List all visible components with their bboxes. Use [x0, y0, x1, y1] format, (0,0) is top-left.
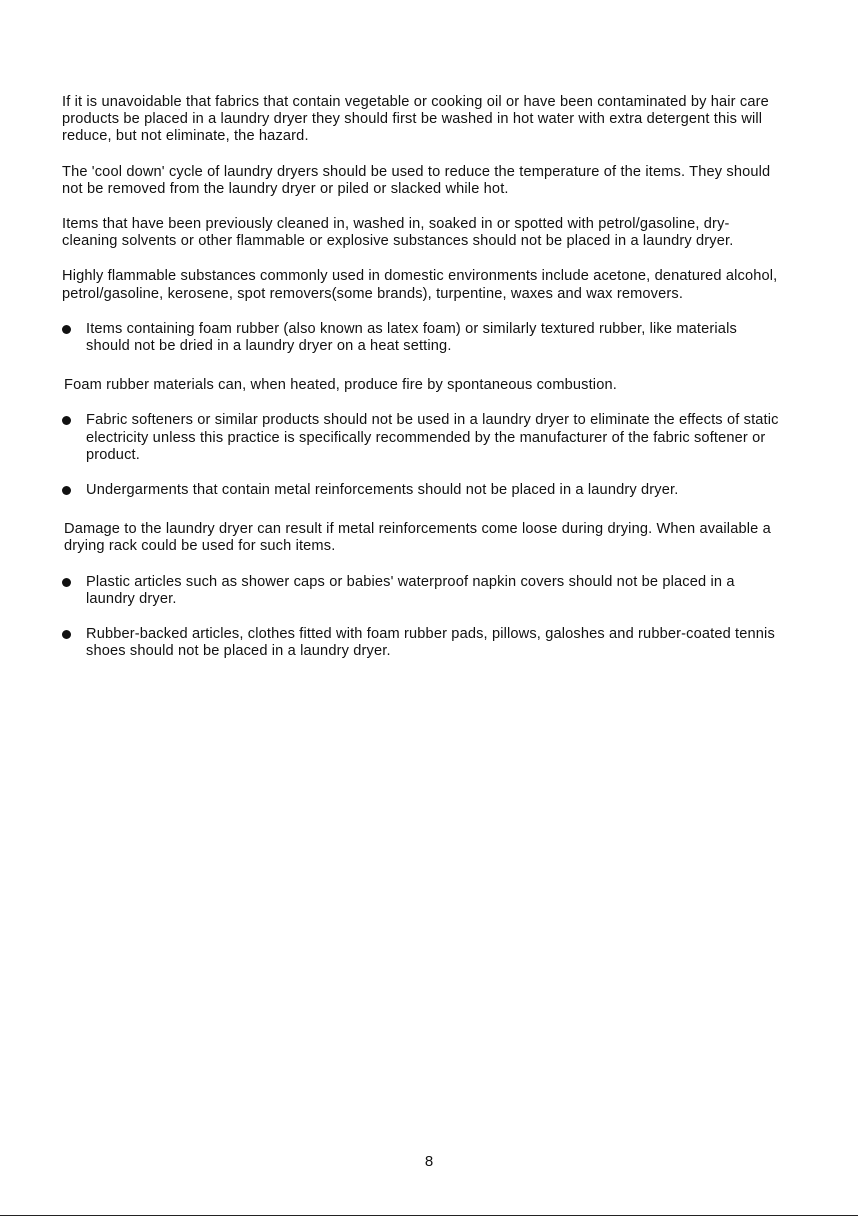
- bullet-dot-icon: [62, 578, 71, 587]
- bullet-dot-icon: [62, 325, 71, 334]
- bottom-divider: [0, 1215, 858, 1216]
- page-content: [62, 94, 784, 678]
- bullet-foam-rubber: [62, 321, 784, 355]
- bullet-undergarments: [62, 482, 784, 499]
- bullet-dot-icon: [62, 630, 71, 639]
- bullet-rubber-backed-articles: [62, 626, 784, 660]
- paragraph-fabric-oil-warning: If it is unavoidable that fabrics that contain vegetable or cooking oil or have been contaminated by hair care products be placed in a laundry dryer they should first be washed in hot water with extra detergent this will reduce, but not eliminate, the hazard.: [62, 94, 769, 145]
- paragraph-flammable-substances: Highly flammable substances commonly used in domestic environments include acetone, denatured alcohol, petrol/gasoline, kerosene, spot removers(some brands), turpentine, waxes and wax removers.: [62, 268, 778, 302]
- paragraph-flammable-items: Items that have been previously cleaned in, washed in, soaked in or spotted with petrol/gasoline, dry-cleaning solvents or other flammable or explosive substances should not be placed in a laundry dryer.: [62, 216, 734, 250]
- bullet-fabric-softeners: [62, 412, 784, 464]
- bullet-foam-rubber-text: Items containing foam rubber (also known as latex foam) or similarly textured rubber, like materials should not be dried in a laundry dryer on a heat setting.: [86, 320, 737, 355]
- bullet-plastic-articles: [62, 574, 784, 608]
- bullet-plastic-articles-text: Plastic articles such as shower caps or babies' waterproof napkin covers should not be placed in a laundry dryer.: [86, 573, 735, 607]
- note-metal-reinforcements: Damage to the laundry dryer can result if metal reinforcements come loose during drying. When available a drying rack could be used for such items.: [64, 521, 771, 555]
- bullet-dot-icon: [62, 486, 71, 495]
- paragraph-cool-down-cycle: The 'cool down' cycle of laundry dryers should be used to reduce the temperature of the items. They should not be removed from the laundry dryer or piled or slacked while hot.: [62, 163, 771, 197]
- bullet-undergarments-text: Undergarments that contain metal reinforcements should not be placed in a laundry dryer.: [86, 482, 679, 499]
- bullet-rubber-backed-articles-text: Rubber-backed articles, clothes fitted with foam rubber pads, pillows, galoshes and rubber-coated tennis shoes should not be placed in a laundry dryer.: [86, 626, 775, 660]
- bullet-dot-icon: [62, 416, 71, 425]
- note-foam-rubber-combustion: Foam rubber materials can, when heated, produce fire by spontaneous combustion.: [64, 377, 617, 394]
- bullet-fabric-softeners-text: Fabric softeners or similar products should not be used in a laundry dryer to eliminate the effects of static electricity unless this practice is specifically recommended by the manufacturer of the fabric softener or product.: [86, 412, 779, 463]
- page-number: 8: [424, 1153, 434, 1170]
